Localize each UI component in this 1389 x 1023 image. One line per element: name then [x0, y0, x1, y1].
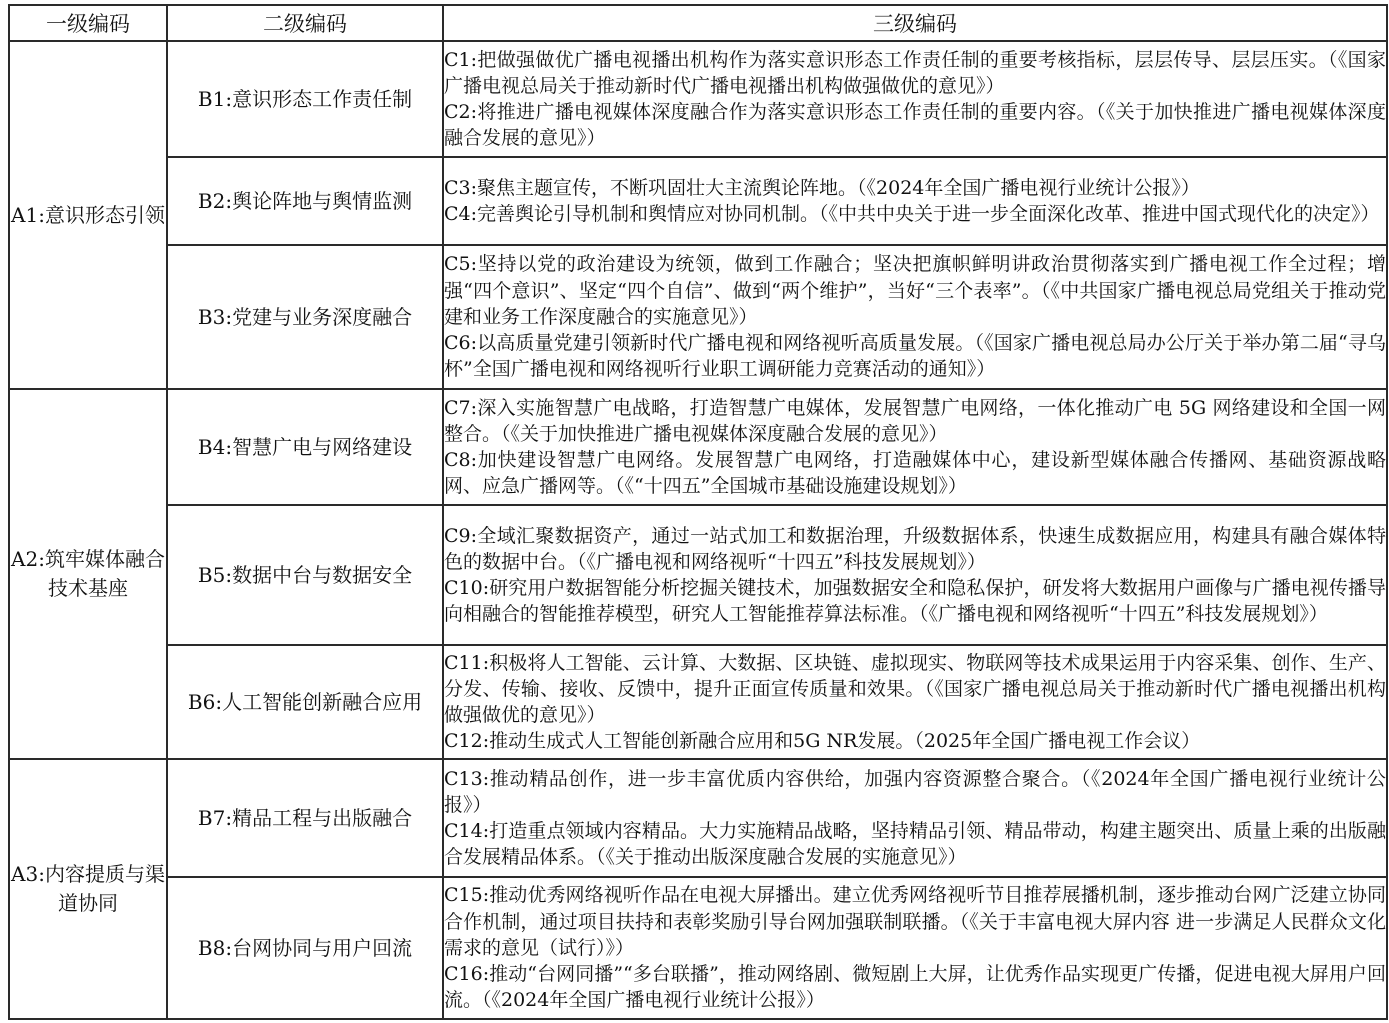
- level2-code-b3: B3:党建与业务深度融合: [167, 245, 443, 389]
- table-body: [9, 41, 1387, 1019]
- table-row: [9, 41, 1387, 157]
- level3-cell-b8: [443, 877, 1387, 1019]
- level3-code-c11: C11:积极将人工智能、云计算、大数据、区块链、虚拟现实、物联网等技术成果运用于内容采集、创作、生产、分发、传输、接收、反馈中，提升正面宣传质量和效果。（《国家广播电视总局关于推动新时代广播电视播出机构做强做优的意见》）: [444, 651, 1386, 726]
- level3-cell-b6: [443, 645, 1387, 759]
- level2-code-b4: B4:智慧广电与网络建设: [167, 389, 443, 505]
- level3-code-c13: C13:推动精品创作，进一步丰富优质内容供给，加强内容资源整合聚合。（《2024年全国广播电视行业统计公报》）: [444, 767, 1386, 816]
- level3-cell-b7: [443, 759, 1387, 877]
- level2-code-b5: B5:数据中台与数据安全: [167, 505, 443, 645]
- level3-code-c3: C3:聚焦主题宣传，不断巩固壮大主流舆论阵地。（《2024年全国广播电视行业统计公报》）: [444, 176, 1200, 199]
- level3-code-c1: C1:把做强做优广播电视播出机构作为落实意识形态工作责任制的重要考核指标，层层传导、层层压实。（《国家广播电视总局关于推动新时代广播电视播出机构做强做优的意见》）: [444, 48, 1386, 97]
- coding-table: [8, 4, 1388, 1020]
- level2-code-b8: B8:台网协同与用户回流: [167, 877, 443, 1019]
- level3-code-c9: C9:全域汇聚数据资产，通过一站式加工和数据治理，升级数据体系，快速生成数据应用，构建具有融合媒体特色的数据中台。（《广播电视和网络视听“十四五”科技发展规划》）: [444, 524, 1386, 573]
- level3-code-c2: C2:将推进广播电视媒体深度融合作为落实意识形态工作责任制的重要内容。（《关于加快推进广播电视媒体深度融合发展的意见》）: [444, 101, 1386, 150]
- level3-code-c10: C10:研究用户数据智能分析挖掘关键技术，加强数据安全和隐私保护，研发将大数据用户画像与广播电视传播导向相融合的智能推荐模型，研究人工智能推荐算法标准。（《广播电视和网络视听“十四五”科技发展规划》）: [444, 577, 1386, 626]
- level3-cell-b1: [443, 41, 1387, 157]
- level3-cell-b5: [443, 505, 1387, 645]
- level2-code-b1: B1:意识形态工作责任制: [167, 41, 443, 157]
- level2-code-b7: B7:精品工程与出版融合: [167, 759, 443, 877]
- level3-code-c4: C4:完善舆论引导机制和舆情应对协同机制。（《中共中央关于进一步全面深化改革、推进中国式现代化的决定》）: [444, 203, 1380, 225]
- header-level-2: 二级编码: [167, 5, 443, 41]
- table-row: [9, 245, 1387, 389]
- level2-code-b6: B6:人工智能创新融合应用: [167, 645, 443, 759]
- header-level-1: 一级编码: [9, 5, 167, 41]
- table-header: [9, 5, 1387, 41]
- table-row: [9, 389, 1387, 505]
- table-row: [9, 505, 1387, 645]
- level3-code-c14: C14:打造重点领域内容精品。大力实施精品战略，坚持精品引领、精品带动，构建主题突出、质量上乘的出版融合发展精品体系。（《关于推动出版深度融合发展的实施意见》）: [444, 820, 1386, 869]
- level3-code-c6: C6:以高质量党建引领新时代广播电视和网络视听高质量发展。（《国家广播电视总局办公厅关于举办第二届“寻乌杯”全国广播电视和网络视听行业职工调研能力竞赛活动的通知》）: [444, 332, 1386, 381]
- level3-cell-b4: [443, 389, 1387, 505]
- level3-code-c5: C5:坚持以党的政治建设为统领，做到工作融合；坚决把旗帜鲜明讲政治贯彻落实到广播电视工作全过程；增强“四个意识”、坚定“四个自信”、做到“两个维护”，当好“三个表率”。（《中共国家广播电视总局党组关于推动党建和业务工作深度融合的实施意见》）: [444, 253, 1386, 328]
- level1-code-a1: A1:意识形态引领: [9, 41, 167, 389]
- table-row: [9, 645, 1387, 759]
- level1-code-a2: A2:筑牢媒体融合技术基座: [9, 389, 167, 759]
- level3-code-c8: C8:加快建设智慧广电网络。发展智慧广电网络，打造融媒体中心，建设新型媒体融合传播网、基础资源战略网、应急广播网等。（《“十四五”全国城市基础设施建设规划》）: [444, 449, 1386, 498]
- level3-code-c7: C7:深入实施智慧广电战略，打造智慧广电媒体，发展智慧广电网络，一体化推动广电 5G 网络建设和全国一网整合。（《关于加快推进广播电视媒体深度融合发展的意见》）: [444, 396, 1386, 445]
- header-level-3: 三级编码: [443, 5, 1387, 41]
- level3-code-c15: C15:推动优秀网络视听作品在电视大屏播出。建立优秀网络视听节目推荐展播机制，逐步推动台网广泛建立协同合作机制，通过项目扶持和表彰奖励引导台网加强联制联播。（《关于丰富电视大屏内容 进一步满足人民群众文化需求的意见（试行）》）: [444, 884, 1386, 959]
- level2-code-b2: B2:舆论阵地与舆情监测: [167, 157, 443, 245]
- table-row: [9, 759, 1387, 877]
- level3-cell-b2: [443, 157, 1387, 245]
- level1-code-a3: A3:内容提质与渠道协同: [9, 759, 167, 1019]
- level3-code-c16: C16:推动“台网同播”“多台联播”，推动网络剧、微短剧上大屏，让优秀作品实现更广传播，促进电视大屏用户回流。（《2024年全国广播电视行业统计公报》）: [444, 963, 1386, 1012]
- level3-cell-b3: [443, 245, 1387, 389]
- table-row: [9, 877, 1387, 1019]
- table-row: [9, 157, 1387, 245]
- level3-code-c12: C12:推动生成式人工智能创新融合应用和5G NR发展。（2025年全国广播电视工作会议）: [444, 730, 1201, 753]
